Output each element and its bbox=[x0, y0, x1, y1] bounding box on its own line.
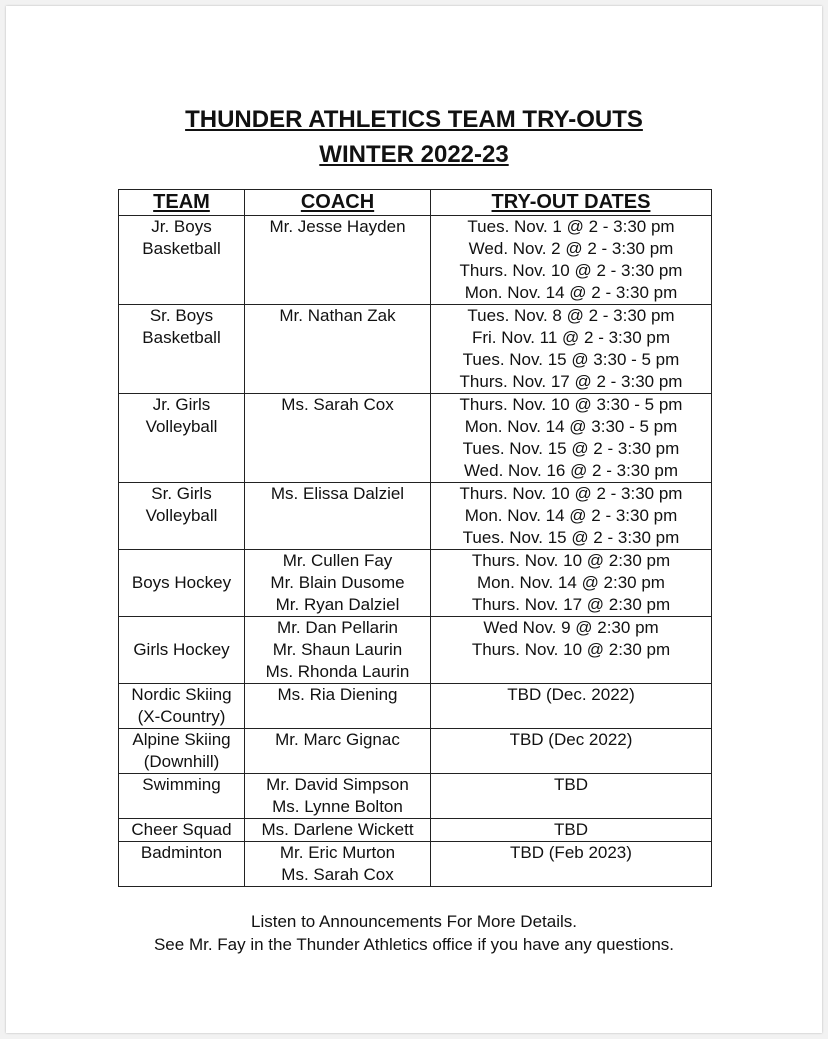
team-cell bbox=[119, 483, 245, 550]
coach-name: Mr. Cullen Fay bbox=[282, 551, 393, 570]
coach-name: Ms. Sarah Cox bbox=[281, 865, 394, 884]
team-cell bbox=[119, 617, 245, 684]
coach-cell bbox=[245, 550, 431, 617]
coach-name: Mr. Shaun Laurin bbox=[272, 640, 403, 659]
team-line: Volleyball bbox=[145, 506, 218, 525]
dates-cell bbox=[431, 216, 712, 305]
dates-cell bbox=[431, 305, 712, 394]
dates-cell bbox=[431, 729, 712, 774]
tryout-date: TBD (Dec. 2022) bbox=[507, 685, 635, 704]
team-line: Volleyball bbox=[145, 417, 218, 436]
team-line: Sr. Girls bbox=[151, 484, 212, 503]
dates-cell bbox=[431, 550, 712, 617]
team-cell bbox=[119, 842, 245, 887]
tryout-date: Thurs. Nov. 10 @ 3:30 - 5 pm bbox=[459, 395, 683, 414]
team-cell bbox=[119, 729, 245, 774]
tryout-date: TBD bbox=[554, 775, 588, 794]
dates-cell bbox=[431, 774, 712, 819]
team-line: (Downhill) bbox=[143, 752, 220, 771]
tryout-date: Wed. Nov. 16 @ 2 - 3:30 pm bbox=[463, 461, 679, 480]
table-row bbox=[119, 216, 712, 305]
team-cell bbox=[119, 774, 245, 819]
tryout-date: Thurs. Nov. 10 @ 2 - 3:30 pm bbox=[459, 261, 683, 280]
tryout-date: Mon. Nov. 14 @ 2 - 3:30 pm bbox=[464, 506, 678, 525]
coach-name: Mr. Nathan Zak bbox=[279, 306, 396, 325]
tryout-date: TBD (Dec 2022) bbox=[509, 730, 633, 749]
coach-cell bbox=[245, 216, 431, 305]
team-line: Swimming bbox=[142, 775, 221, 794]
team-line: Badminton bbox=[140, 843, 223, 862]
team-line: Boys Hockey bbox=[131, 573, 232, 592]
coach-cell bbox=[245, 394, 431, 483]
coach-cell bbox=[245, 729, 431, 774]
coach-cell bbox=[245, 483, 431, 550]
team-line: Cheer Squad bbox=[131, 820, 232, 839]
team-line: Basketball bbox=[142, 239, 221, 258]
header-coach: COACH bbox=[245, 190, 431, 216]
coach-name: Mr. Marc Gignac bbox=[275, 730, 400, 749]
dates-cell bbox=[431, 483, 712, 550]
team-cell bbox=[119, 305, 245, 394]
coach-cell bbox=[245, 819, 431, 842]
coach-cell bbox=[245, 774, 431, 819]
table-row bbox=[119, 305, 712, 394]
tryout-schedule-table bbox=[118, 189, 712, 887]
coach-name: Mr. Dan Pellarin bbox=[277, 618, 398, 637]
coach-name: Mr. Jesse Hayden bbox=[269, 217, 406, 236]
team-cell bbox=[119, 394, 245, 483]
table-row bbox=[119, 394, 712, 483]
page-title: THUNDER ATHLETICS TEAM TRY-OUTS bbox=[185, 106, 643, 133]
table-row bbox=[119, 729, 712, 774]
table-row bbox=[119, 483, 712, 550]
tryout-date: Thurs. Nov. 10 @ 2:30 pm bbox=[471, 551, 671, 570]
table-row bbox=[119, 819, 712, 842]
coach-name: Mr. Eric Murton bbox=[279, 843, 396, 862]
document-page bbox=[6, 6, 822, 1033]
table-row bbox=[119, 550, 712, 617]
tryout-date: Tues. Nov. 1 @ 2 - 3:30 pm bbox=[467, 217, 675, 236]
tryout-date: TBD (Feb 2023) bbox=[510, 843, 632, 862]
coach-name: Ms. Elissa Dalziel bbox=[270, 484, 405, 503]
table-row bbox=[119, 842, 712, 887]
team-line: Alpine Skiing bbox=[132, 730, 231, 749]
coach-name: Ms. Rhonda Laurin bbox=[265, 662, 410, 681]
table-row bbox=[119, 684, 712, 729]
team-line: Sr. Boys bbox=[149, 306, 214, 325]
coach-cell bbox=[245, 684, 431, 729]
dates-cell bbox=[431, 842, 712, 887]
footer-contact: See Mr. Fay in the Thunder Athletics office if you have any questions. bbox=[153, 935, 675, 954]
tryout-date: Mon. Nov. 14 @ 3:30 - 5 pm bbox=[464, 417, 678, 436]
tryout-date: Thurs. Nov. 17 @ 2 - 3:30 pm bbox=[459, 372, 683, 391]
coach-name: Ms. Sarah Cox bbox=[281, 395, 394, 414]
dates-cell bbox=[431, 819, 712, 842]
tryout-date: Thurs. Nov. 17 @ 2:30 pm bbox=[471, 595, 671, 614]
tryout-date: Wed Nov. 9 @ 2:30 pm bbox=[483, 618, 659, 637]
tryout-date: Thurs. Nov. 10 @ 2:30 pm bbox=[471, 640, 671, 659]
page-subtitle: WINTER 2022-23 bbox=[319, 141, 509, 168]
tryout-date: Thurs. Nov. 10 @ 2 - 3:30 pm bbox=[459, 484, 683, 503]
dates-cell bbox=[431, 394, 712, 483]
team-line: Nordic Skiing bbox=[131, 685, 232, 704]
coach-name: Ms. Lynne Bolton bbox=[272, 797, 403, 816]
coach-cell bbox=[245, 842, 431, 887]
tryout-date: Wed. Nov. 2 @ 2 - 3:30 pm bbox=[468, 239, 674, 258]
coach-name: Ms. Darlene Wickett bbox=[261, 820, 414, 839]
coach-name: Mr. Ryan Dalziel bbox=[275, 595, 400, 614]
tryout-date: Fri. Nov. 11 @ 2 - 3:30 pm bbox=[471, 328, 671, 347]
dates-cell bbox=[431, 617, 712, 684]
dates-cell bbox=[431, 684, 712, 729]
coach-cell bbox=[245, 305, 431, 394]
table-header-row bbox=[119, 190, 712, 216]
header-tryout-dates: TRY-OUT DATES bbox=[431, 190, 712, 216]
tryout-date: TBD bbox=[554, 820, 588, 839]
tryout-date: Mon. Nov. 14 @ 2:30 pm bbox=[477, 573, 665, 592]
table-row bbox=[119, 617, 712, 684]
team-line: Jr. Girls bbox=[152, 395, 211, 414]
table-row bbox=[119, 774, 712, 819]
coach-cell bbox=[245, 617, 431, 684]
team-line: Basketball bbox=[142, 328, 221, 347]
tryout-date: Mon. Nov. 14 @ 2 - 3:30 pm bbox=[464, 283, 678, 302]
team-cell bbox=[119, 819, 245, 842]
tryout-date: Tues. Nov. 15 @ 3:30 - 5 pm bbox=[462, 350, 680, 369]
team-cell bbox=[119, 684, 245, 729]
table-body bbox=[119, 216, 712, 887]
team-line: Girls Hockey bbox=[133, 640, 230, 659]
header-team: TEAM bbox=[119, 190, 245, 216]
coach-name: Mr. Blain Dusome bbox=[270, 573, 405, 592]
team-cell bbox=[119, 550, 245, 617]
coach-name: Ms. Ria Diening bbox=[277, 685, 398, 704]
tryout-date: Tues. Nov. 8 @ 2 - 3:30 pm bbox=[467, 306, 675, 325]
team-line: Jr. Boys bbox=[151, 217, 212, 236]
footer-note: Listen to Announcements For More Details. bbox=[251, 912, 577, 931]
team-cell bbox=[119, 216, 245, 305]
tryout-date: Tues. Nov. 15 @ 2 - 3:30 pm bbox=[462, 528, 680, 547]
team-line: (X-Country) bbox=[137, 707, 226, 726]
coach-name: Mr. David Simpson bbox=[266, 775, 409, 794]
tryout-date: Tues. Nov. 15 @ 2 - 3:30 pm bbox=[462, 439, 680, 458]
